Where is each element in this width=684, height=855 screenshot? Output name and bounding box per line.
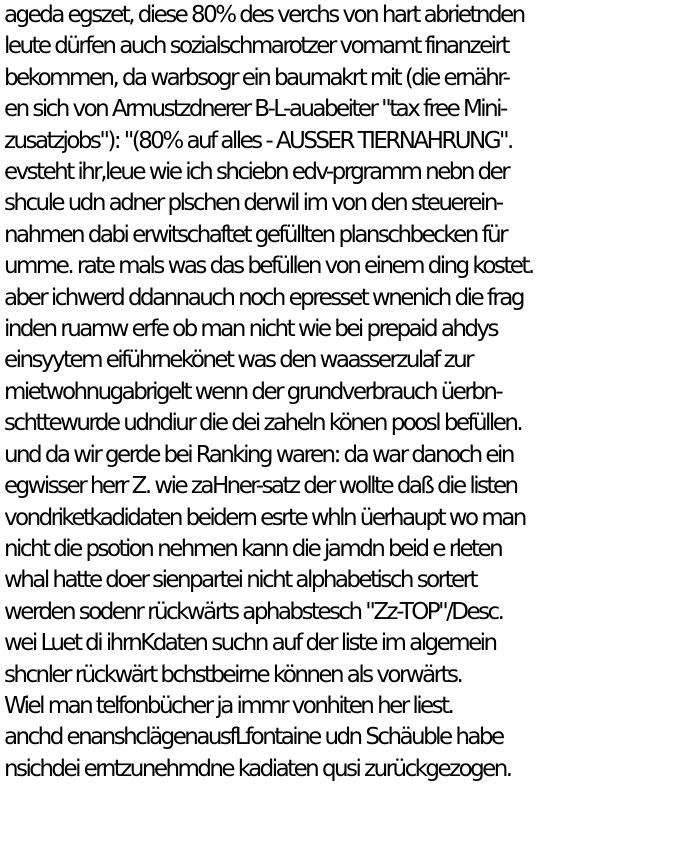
text-line-20: werden sodenr rückwärts aphabstesch "Zz-TOP"/Desc. [4, 598, 503, 625]
text-line-8: nahmen dabi erwitschaftet gefüllten planschbecken für [4, 221, 507, 248]
text-line-16: egwisser herr Z. wie zaHner-satz der wollte daß die listen [4, 473, 517, 500]
text-line-21: wei Luet di ihrnKdaten suchn auf der liste im algemein [4, 630, 496, 657]
text-line-7: shcule udn adner plschen derwil im von den steuerein- [4, 190, 502, 217]
text-line-13: mietwohnugabrigelt wenn der grundverbrauch üerbn- [4, 378, 502, 405]
text-line-11: inden ruamw erfe ob man nicht wie bei prepaid ahdys [4, 316, 497, 343]
text-line-23: Wiel man telfonbücher ja immr vonhiten her liest. [4, 692, 453, 719]
text-line-5: zusatzjobs"): "(80% auf alles - AUSSER TIERNAHRUNG". [4, 127, 512, 154]
text-page [4, 0, 684, 855]
text-line-12: einsyytem eiführnekönet was den waasserzulaf zur [4, 347, 473, 374]
text-line-25: nsichdei erntzunehmdne kadiaten qusi zurückgezogen. [4, 755, 511, 782]
text-line-10: aber ichwerd ddannauch noch epresset wnenich die frag [4, 284, 523, 311]
text-line-15: und da wir gerde bei Ranking waren: da war danoch ein [4, 441, 513, 468]
text-line-4: en sich von Armustzdnerer B-L-auabeiter "tax free Mini- [4, 96, 506, 123]
text-line-22: shcnler rückwärt bchstbeirne können als vorwärts. [4, 661, 462, 688]
text-line-2: leute dürfen auch sozialschmarotzer vomamt finanzeirt [4, 33, 508, 60]
text-line-17: vondriketkadidaten beidern esrte whln üerhaupt wo man [4, 504, 525, 531]
text-line-1: ageda egszet, diese 80% des verchs von hart abrietnden [4, 2, 524, 28]
text-line-6: evsteht ihr,leue wie ich shciebn edv-prgramm nebn der [4, 159, 509, 186]
text-line-18: nicht die psotion nehmen kann die jamdn beid e rleten [4, 535, 502, 562]
text-line-9: umme. rate mals was das befüllen von einem ding kostet. [4, 253, 533, 280]
text-line-14: schttewurde udndiur die dei zaheln könen poosl befüllen. [4, 410, 522, 437]
text-line-24: anchd enanshclägenausfLfontaine udn Schäuble habe [4, 724, 503, 751]
text-line-19: whal hatte doer sienpartei nicht alphabetisch sortert [4, 567, 477, 594]
text-line-3: bekommen, da warbsogr ein baumakrt mit (die ernähr- [4, 64, 509, 91]
